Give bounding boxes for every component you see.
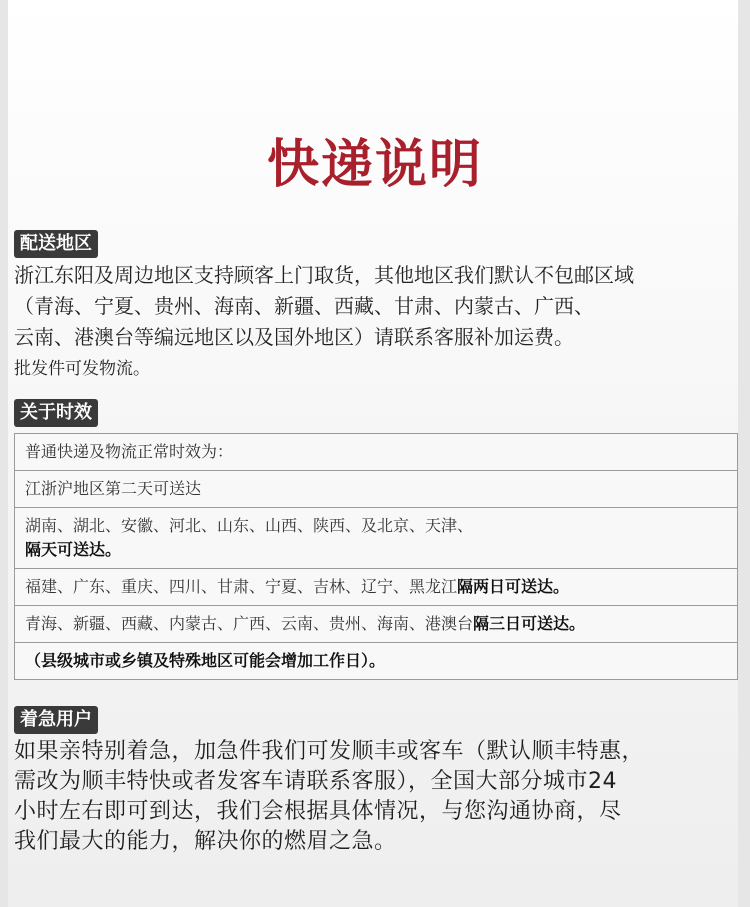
timing-row-emphasis: 隔三日可送达。 — [473, 614, 586, 633]
timing-row-text: 青海、新疆、西藏、内蒙古、广西、云南、贵州、海南、港澳台 — [25, 614, 474, 633]
section-tag-delivery: 配送地区 — [14, 230, 98, 258]
timing-row — [15, 605, 737, 642]
delivery-line: （青海、宁夏、贵州、海南、新疆、西藏、甘肃、内蒙古、广西、 — [14, 294, 594, 318]
section-tag-timing: 关于时效 — [14, 399, 98, 427]
delivery-line: 浙江东阳及周边地区支持顾客上门取货，其他地区我们默认不包邮区域 — [14, 263, 634, 287]
page — [8, 0, 738, 907]
delivery-line: 云南、港澳台等编远地区以及国外地区）请联系客服补加运费。 — [14, 325, 574, 349]
timing-row-text: 江浙沪地区第二天可送达 — [25, 479, 202, 498]
timing-row-text: 湖南、湖北、安徽、河北、山东、山西、陕西、及北京、天津、 — [25, 516, 474, 535]
timing-row — [15, 642, 737, 679]
timing-row-emphasis: （县级城市或乡镇及特殊地区可能会增加工作日）。 — [25, 651, 386, 670]
timing-row — [15, 507, 737, 568]
timing-row-emphasis: 隔天可送达。 — [25, 540, 122, 559]
urgent-line: 如果亲特别着急，加急件我们可发顺丰或客车（默认顺丰特惠， — [14, 739, 645, 764]
timing-row — [15, 434, 737, 470]
timing-table — [14, 433, 738, 680]
timing-row — [15, 568, 737, 605]
urgent-line: 小时左右即可到达，我们会根据具体情况，与您沟通协商，尽 — [14, 799, 622, 824]
urgent-line: 我们最大的能力，解决你的燃眉之急。 — [14, 829, 397, 854]
timing-row-text: 普通快递及物流正常时效为： — [25, 442, 234, 461]
timing-row — [15, 470, 737, 507]
section-tag-urgent: 着急用户 — [14, 706, 98, 734]
page-title: 快递说明 — [266, 134, 483, 195]
delivery-text — [14, 260, 734, 353]
delivery-note: 批发件可发物流。 — [14, 359, 150, 379]
urgent-line: 需改为顺丰特快或者发客车请联系客服），全国大部分城市24 — [14, 769, 617, 794]
timing-row-emphasis: 隔两日可送达。 — [457, 577, 570, 596]
urgent-text — [14, 737, 738, 857]
timing-row-text: 福建、广东、重庆、四川、甘肃、宁夏、吉林、辽宁、黑龙江 — [25, 577, 458, 596]
